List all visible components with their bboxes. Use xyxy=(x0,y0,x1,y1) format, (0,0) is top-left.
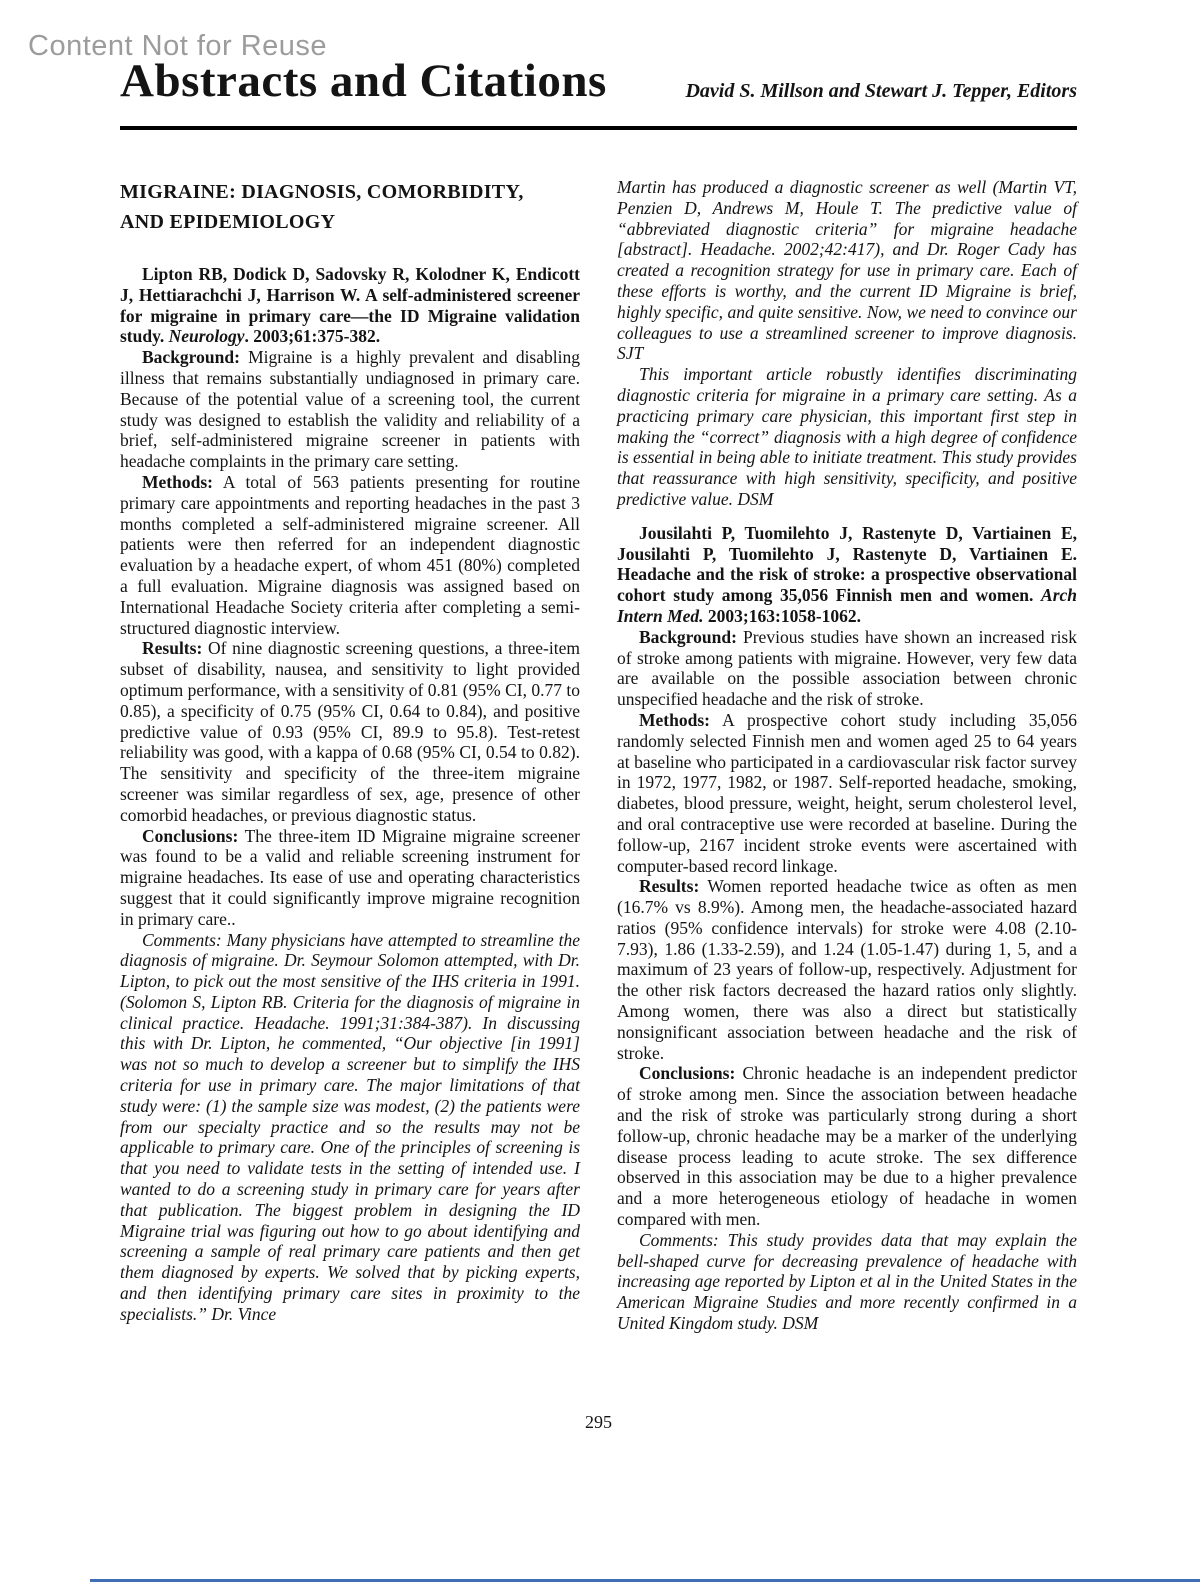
section-heading-line1: MIGRAINE: DIAGNOSIS, COMORBIDITY, xyxy=(120,181,524,203)
results2-text: Women reported headache twice as often as men (16.7% vs 8.9%). Among men, the headache-associated hazard ratios (95% confidence intervals) for stroke were 4.08 (2.10-7.93), 1.86 (1.33-2.59), and 1.24 (1.05-1.47) during 1, 5, and a maximum of 23 years of follow-up, respectively. Adjustment for the other risk factors decreased the hazard ratios only slightly. Among women, there was also a direct but statistically nonsignificant association between headache and the risk of stroke. xyxy=(617,876,1077,1063)
background-paragraph-1 xyxy=(120,347,580,472)
results-text: Of nine diagnostic screening questions, a three-item subset of disability, nausea, and sensitivity to light provided optimum performance, with a sensitivity of 0.81 (95% CI, 0.77 to 0.85), a specificity of 0.75 (95% CI, 0.64 to 0.84), and positive predictive value of 0.93 (95% CI, 89.9 to 95.8). Test-retest reliability was good, with a kappa of 0.68 (95% CI, 0.54 to 0.82). The sensitivity and specificity of the three-item migraine screener was similar regardless of sex, age, presence of other comorbid headaches, or previous diagnostic status. xyxy=(120,638,580,825)
methods-label: Methods: xyxy=(142,471,213,492)
background-paragraph-2 xyxy=(617,627,1077,710)
results2-label: Results: xyxy=(639,876,700,897)
conclusions-label: Conclusions: xyxy=(142,825,239,846)
methods-paragraph-1 xyxy=(120,472,580,638)
conclusions-paragraph-2 xyxy=(617,1063,1077,1229)
comments-paragraph-1b-continued: Martin has produced a diagnostic screener as well (Martin VT, Penzien D, Andrews M, Houle T. The predictive value of “abbreviated diagnostic criteria” for migraine headache [abstract]. Headache. 2002;42:417), and Dr. Roger Cady has created a recognition strategy for use in primary care. Each of these efforts is worthy, and the current ID Migraine is brief, highly specific, and quite sensitive. Now, we need to convince our colleagues to use a streamlined screener to improve diagnosis. SJT xyxy=(617,177,1077,364)
results-label: Results: xyxy=(142,638,203,659)
section-heading xyxy=(120,177,580,237)
conclusions2-text: Chronic headache is an independent predictor of stroke among men. Since the association between headache and the risk of stroke was particularly strong during a short follow-up, chronic headache may be a marker of the underlying disease process leading to acute stroke. The sex difference observed in this association may be due to a higher prevalence and a more heterogeneous etiology of headache in women compared with men. xyxy=(617,1063,1077,1230)
citation2-authors-title: Jousilahti P, Tuomilehto J, Rastenyte D, Vartiainen E, Jousilahti P, Tuomilehto J, Rastenyte D, Vartiainen E. Headache and the risk of stroke: a prospective observational cohort study among 35,056 Finnish men and women. xyxy=(617,522,1077,606)
section-heading-line2: AND EPIDEMIOLOGY xyxy=(120,211,336,233)
conclusions2-label: Conclusions: xyxy=(639,1063,736,1084)
page-number: 295 xyxy=(585,1412,612,1432)
background-text: Migraine is a highly prevalent and disabling illness that remains substantially undiagnosed in primary care. Because of the potential value of a screening tool, the current study was designed to establish the validity and reliability of a brief, self-administered migraine screener in patients with headache complaints in the primary care setting. xyxy=(120,347,580,472)
conclusions-text: The three-item ID Migraine migraine screener was found to be a valid and reliable screening instrument for migraine headaches. Its ease of use and operating characteristics suggest that it could significantly improve migraine recognition in primary care.. xyxy=(120,825,580,929)
header-rule xyxy=(120,126,1077,130)
results-paragraph-1 xyxy=(120,638,580,825)
citation-issue-info: . 2003;61:375-382. xyxy=(244,326,381,347)
methods-paragraph-2 xyxy=(617,710,1077,876)
methods2-label: Methods: xyxy=(639,709,710,730)
page-title: Abstracts and Citations xyxy=(120,55,607,107)
citation-authors-title: Lipton RB, Dodick D, Sadovsky R, Kolodner K, Endicott J, Hettiarachchi J, Harrison W. A self-administered screener for migraine in primary care—the ID Migraine validation study. xyxy=(120,264,580,347)
conclusions-paragraph-1 xyxy=(120,826,580,930)
background2-text: Previous studies have shown an increased risk of stroke among patients with migraine. However, very few data are available on the possible association between chronic unspecified headache and the risk of stroke. xyxy=(617,626,1077,710)
left-column xyxy=(120,177,580,1325)
citation2-journal-name: Arch Intern Med. xyxy=(617,585,1077,626)
methods-text: A total of 563 patients presenting for routine primary care appointments and reporting headaches in the past 3 months completed a self-administered migraine screener. All patients were then referred for an independent diagnostic evaluation by a headache expert, of whom 451 (80%) completed a full evaluation. Migraine diagnosis was assigned based on International Headache Society criteria after completing a semi-structured diagnostic interview. xyxy=(120,471,580,638)
background-label: Background: xyxy=(142,347,240,368)
results-paragraph-2 xyxy=(617,876,1077,1063)
methods2-text: A prospective cohort study including 35,056 randomly selected Finnish men and women aged 25 to 64 years at baseline who participated in a cardiovascular risk factor survey in 1972, 1977, 1982, or 1987. Self-reported headache, smoking, diabetes, blood pressure, weight, height, serum cholesterol level, and oral contraceptive use were recorded at baseline. During the follow-up, 2167 incident stroke events were ascertained with computer-based record linkage. xyxy=(617,709,1077,876)
comments-paragraph-1a: Comments: Many physicians have attempted to streamline the diagnosis of migraine. Dr. Seymour Solomon attempted, with Dr. Lipton, to pick out the most sensitive of the IHS criteria in 1991. (Solomon S, Lipton RB. Criteria for the diagnosis of migraine in clinical practice. Headache. 1991;31:384-387). In discussing this with Dr. Lipton, he commented, “Our objective [in 1991] was not so much to develop a screener but to simplify the IHS criteria for use in primary care. The major limitations of that study were: (1) the sample size was modest, (2) the patients were from our specialty practice and so the results may not be applicable to primary care. One of the principles of screening is that you need to validate tests in the setting of intended use. I wanted to do a screening study in primary care for years after that publication. The biggest problem in designing the ID Migraine trial was figuring out how to go about identifying and screening a sample of real primary care patients and then get them diagnosed by experts. We solved that by picking experts, and then identifying primary care sites in proximity to the specialists.” Dr. Vince xyxy=(120,929,580,1324)
comments-paragraph-1c: This important article robustly identifies discriminating diagnostic criteria for migraine in a primary care setting. As a practicing primary care physician, this important first step in making the “correct” diagnosis with a high degree of confidence is essential in being able to initiate treatment. This study provides that reassurance with high sensitivity, specificity, and positive predictive value. DSM xyxy=(617,364,1077,509)
background2-label: Background: xyxy=(639,626,737,647)
watermark-text: Content Not for Reuse xyxy=(28,30,328,62)
right-column xyxy=(617,177,1077,1334)
comments-paragraph-2: Comments: This study provides data that may explain the bell-shaped curve for decreasing prevalence of headache with increasing age reported by Lipton et al in the United States in the American Migraine Studies and more recently confirmed in a United Kingdom study. DSM xyxy=(617,1229,1077,1334)
citation2-issue-info: 2003;163:1058-1062. xyxy=(703,605,862,626)
editors-byline: David S. Millson and Stewart J. Tepper, Editors xyxy=(685,80,1077,102)
citation-lipton xyxy=(120,264,580,347)
citation-journal-name: Neurology xyxy=(168,326,245,347)
citation-jousilahti xyxy=(617,523,1077,627)
